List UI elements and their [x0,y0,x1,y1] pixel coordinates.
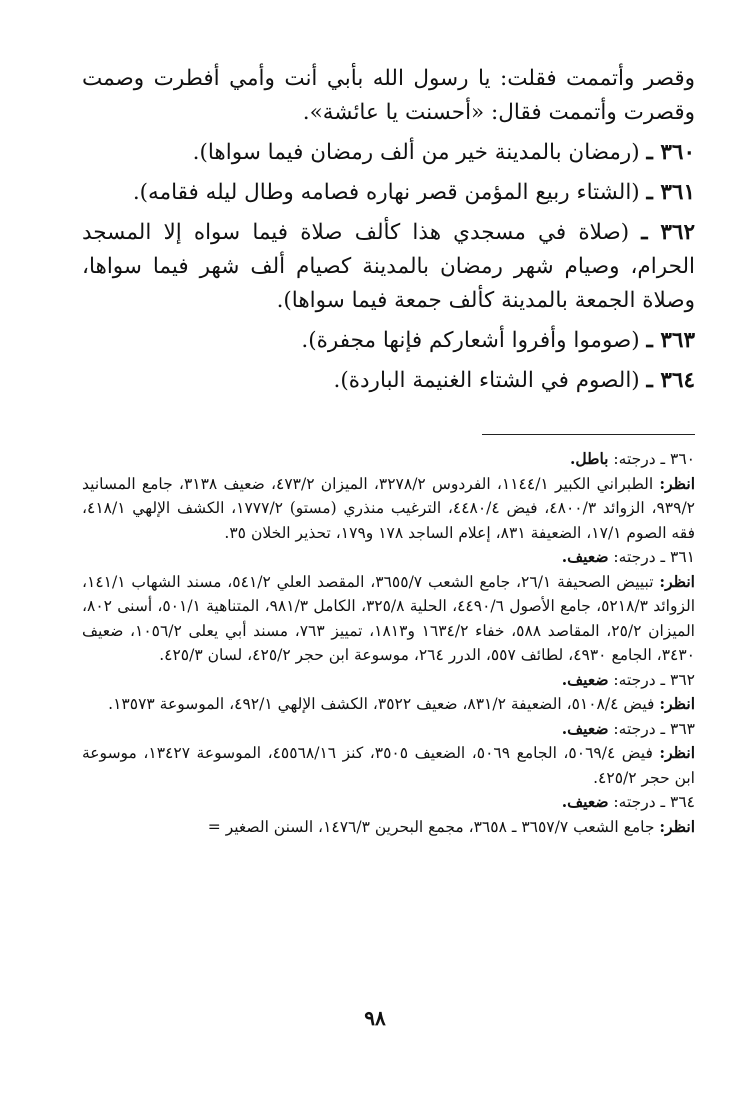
grade-label: درجته: [613,548,656,566]
footnote-360 [82,447,695,545]
refs-label: انظر: [659,743,695,762]
hadith-text: (الصوم في الشتاء الغنيمة الباردة). [333,368,640,393]
refs-label: انظر: [659,473,696,493]
footnote-divider [482,434,695,435]
main-text [82,62,695,398]
footnotes [82,447,695,839]
refs-label: انظر: [659,816,695,836]
footnote-number: ٣٦٤ ـ [660,793,695,811]
grade-value: ضعيف. [561,547,609,566]
hadith-number: ٣٦١ ـ [646,180,695,205]
footnote-number: ٣٦٣ ـ [660,719,695,738]
grade-value: ضعيف. [561,718,609,738]
footnote-363 [82,717,695,791]
refs-text: جامع الشعب ٣٦٥٧/٧ ـ ٣٦٥٨، مجمع البحرين ١٤٧٦/٣، السنن الصغير = [207,817,655,836]
grade-value: باطل. [569,449,609,468]
main-text-block [82,62,695,398]
hadith-text: (صوموا وأفروا أشعاركم فإنها مجفرة). [301,328,640,353]
hadith-item-364 [82,364,695,398]
hadith-text: (الشتاء ربيع المؤمن قصر نهاره فصامه وطال ليله فقامه). [132,180,640,205]
hadith-item-363 [82,324,695,358]
footnote-number: ٣٦٢ ـ [660,670,695,689]
refs-text: تبييض الصحيفة ٢٦/١، جامع الشعب ٣٦٥٥/٧، المقصد العلي ٥٤١/٢، مسند الشهاب ١٤١/١، الزوائد ٥٢١٨/٣، جامع الأصول ٤٤٩٠/٦، الحلية ٣٢٥/٨، الكامل ٩٨١/٣، المتناهية ٥٠١/١، أسنى ٨٠٢، الميزان ٢٥/٢، المقاصد ٥٨٨، خفاء ١٦٣٤/٢ و١٨١٣، تمييز ٧٦٣، مسند أبي يعلى ١٠٥٦/٢، ضعيف ٣٤٣٠، الجامع ٤٩٣٠، لطائف ٥٥٧، الدرر ٢٦٤، موسوعة ابن حجر ٤٢٥/٢، لسان ٤٢٥/٣. [82,572,696,664]
footnote-362 [82,668,695,717]
footnote-361 [82,545,695,668]
grade-value: ضعيف. [561,792,609,811]
grade-label: درجته: [613,793,656,811]
hadith-item-360 [82,136,695,170]
hadith-text: (صلاة في مسجدي هذا كألف صلاة فيما سواه إلا المسجد الحرام، وصيام شهر رمضان بالمدينة كصيام ألف شهر فيما سواها، وصلاة الجمعة بالمدينة كألف جمعة فيما سواها). [82,220,695,313]
refs-label: انظر: [659,571,695,591]
intro-paragraph: وقصر وأتممت فقلت: يا رسول الله بأبي أنت وأمي أفطرت وصمت وقصرت وأتممت فقال: «أحسنت يا عائشة». [82,66,695,125]
hadith-text: (رمضان بالمدينة خير من ألف رمضان فيما سواها). [192,140,640,165]
hadith-number: ٣٦٠ ـ [646,140,695,165]
refs-label: انظر: [659,694,695,713]
hadith-number: ٣٦٢ ـ [641,220,695,245]
refs-text: الطبراني الكبير ١١٤٤/١، الفردوس ٣٢٧٨/٢، الميزان ٤٧٣/٢، ضعيف ٣١٣٨، جامع المسانيد ٩٣٩/٢، الزوائد ٤٨٠٠/٣، فيض ٤٤٨٠/٤، الترغيب منذري (مستو) ١٧٧٧/٢، الكشف الإلهي ٤١٨/١، فقه الصوم ١٧/١، الضعيفة ٨٣١، إعلام الساجد ١٧٨ و١٧٩، تحذير الخلان ٣٥. [82,474,695,542]
grade-label: درجته: [613,450,656,468]
hadith-number: ٣٦٤ ـ [646,368,695,393]
hadith-item-361 [82,176,695,210]
hadith-number: ٣٦٣ ـ [646,328,695,353]
grade-label: درجته: [613,719,656,738]
footnote-364 [82,790,695,839]
footnote-number: ٣٦٠ ـ [660,450,695,468]
grade-value: ضعيف. [561,669,609,689]
refs-text: فيض ٥٠٦٩/٤، الجامع ٥٠٦٩، الضعيف ٣٥٠٥، كنز ٤٥٥٦٨/١٦، الموسوعة ١٣٤٢٧، موسوعة ابن حجر ٤٢٥/٢. [82,744,695,787]
refs-text: فيض ٥١٠٨/٤، الضعيفة ٨٣١/٢، ضعيف ٣٥٢٢، الكشف الإلهي ٤٩٢/١، الموسوعة ١٣٥٧٣. [108,695,655,713]
grade-label: درجته: [613,670,656,689]
page-number: ٩٨ [364,1006,386,1030]
hadith-item-362 [82,216,695,318]
footnote-number: ٣٦١ ـ [660,548,695,566]
